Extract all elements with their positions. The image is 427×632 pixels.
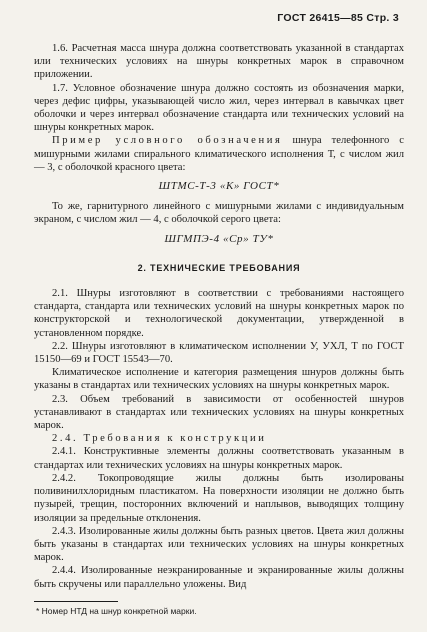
page-header: ГОСТ 26415—85 Стр. 3	[277, 12, 399, 24]
document-body	[34, 42, 404, 591]
example-rest: шнура телефонного с мишурными жилами спирального климатического исполнения Т, с числом жил — 3, с оболочкой красного цвета:	[34, 135, 404, 173]
example-lead: Пример условного обозначения	[52, 135, 283, 147]
paragraph-2-2: 2.2. Шнуры изготовляют в климатическом исполнении У, УХЛ, Т по ГОСТ 15150—69 и ГОСТ 15543—70.	[34, 340, 404, 366]
paragraph-2-3: 2.3. Объем требований в зависимости от особенностей шнуров устанавливают в стандартах или технических условиях на шнуры конкретных марок.	[34, 393, 404, 432]
paragraph-2-4-2: 2.4.2. Токопроводящие жилы должны быть изолированы поливинилхлоридным пластикатом. На поверхности изоляции не должно быть пузырей, трещин, посторонних включений и наплывов, выводящих толщину изоляции за предельные отклонения.	[34, 472, 404, 524]
paragraph-2-2b: Климатическое исполнение и категория размещения шнуров должны быть указаны в стандартах или технических условиях на шнуры конкретных марок.	[34, 367, 404, 392]
formula-1: ШТМС-Т-3 «К» ГОСТ*	[158, 180, 280, 193]
formula-2: ШГМПЭ-4 «Ср» ТУ*	[164, 232, 274, 245]
paragraph-1-7: 1.7. Условное обозначение шнура должно состоять из обозначения марки, через дефис цифры, указывающей число жил, через интервал в кавычках цвет оболочки и через интервал обозначение стандарта или технических условий на шнуры конкретных марок.	[34, 82, 404, 134]
paragraph-2-4: 2.4. Требования к конструкции	[52, 433, 267, 445]
paragraph-2-4-1: 2.4.1. Конструктивные элементы должны соответствовать указанным в стандартах или технических условиях на шнуры конкретных марок.	[34, 446, 404, 471]
footnote: * Номер НТД на шнур конкретной марки.	[36, 606, 197, 616]
example-paragraph	[34, 134, 404, 174]
paragraph-2-4-3: 2.4.3. Изолированные жилы должны быть разных цветов. Цвета жил должны быть указаны в стандартах или технических условиях на шнуры конкретных марок.	[34, 525, 404, 564]
section-2-title: 2. ТЕХНИЧЕСКИЕ ТРЕБОВАНИЯ	[137, 262, 301, 273]
paragraph-1-6: 1.6. Расчетная масса шнура должна соответствовать указанной в стандартах или технических условиях на шнуры конкретных марок в справочном приложении.	[34, 43, 404, 81]
paragraph-2-4-4: 2.4.4. Изолированные неэкранированные и экранированные жилы должны быть скручены или параллельно уложены. Вид	[34, 565, 404, 590]
paragraph-same: То же, гарнитурного линейного с мишурными жилами с индивидуальным экраном, с числом жил — 4, с оболочкой серого цвета:	[34, 201, 404, 226]
paragraph-2-1: 2.1. Шнуры изготовляют в соответствии с требованиями настоящего стандарта, стандарта или технических условий на шнуры конкретных марок по конструкторской и технологической документации, утвержденной в установленном порядке.	[34, 288, 404, 339]
footnote-divider	[34, 601, 118, 602]
